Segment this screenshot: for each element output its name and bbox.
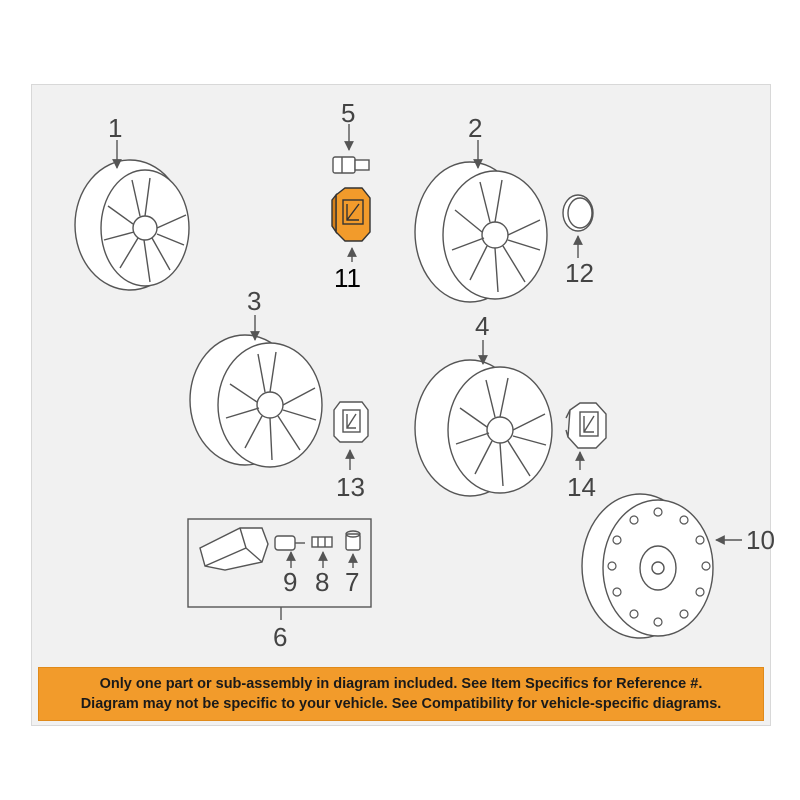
callout-10: 10 [746,525,775,555]
notice-line-1: Only one part or sub-assembly in diagram included. See Item Specifics for Reference #. [99,676,703,692]
callout-14: 14 [567,472,596,502]
notice-line-2: Diagram may not be specific to your vehicle. See Compatibility for vehicle-specific diagrams. [80,696,722,712]
callout-1: 1 [108,113,123,143]
wheel-1[interactable] [75,160,189,290]
spare-wheel-10[interactable] [582,494,713,638]
wheel-4[interactable] [415,360,552,496]
lug-nut-5[interactable] [333,157,369,173]
callout-6: 6 [273,622,288,652]
center-cap-11[interactable] [332,188,370,241]
center-cap-13[interactable] [334,402,368,442]
center-cap-12[interactable] [563,195,593,231]
callout-8: 8 [315,567,330,597]
callout-4: 4 [475,311,490,341]
wheel-2[interactable] [415,162,547,302]
notice-banner [38,667,764,721]
callout-13: 13 [336,472,365,502]
callout-2: 2 [468,113,483,143]
callout-5: 5 [341,98,356,128]
callout-11: 11 [334,263,361,293]
tpms-kit-6[interactable] [188,519,371,607]
callout-12: 12 [565,258,594,288]
callout-9: 9 [283,567,298,597]
wheel-3[interactable] [190,335,322,467]
callout-7: 7 [345,567,360,597]
center-cap-14[interactable] [566,403,606,448]
callout-3: 3 [247,286,262,316]
